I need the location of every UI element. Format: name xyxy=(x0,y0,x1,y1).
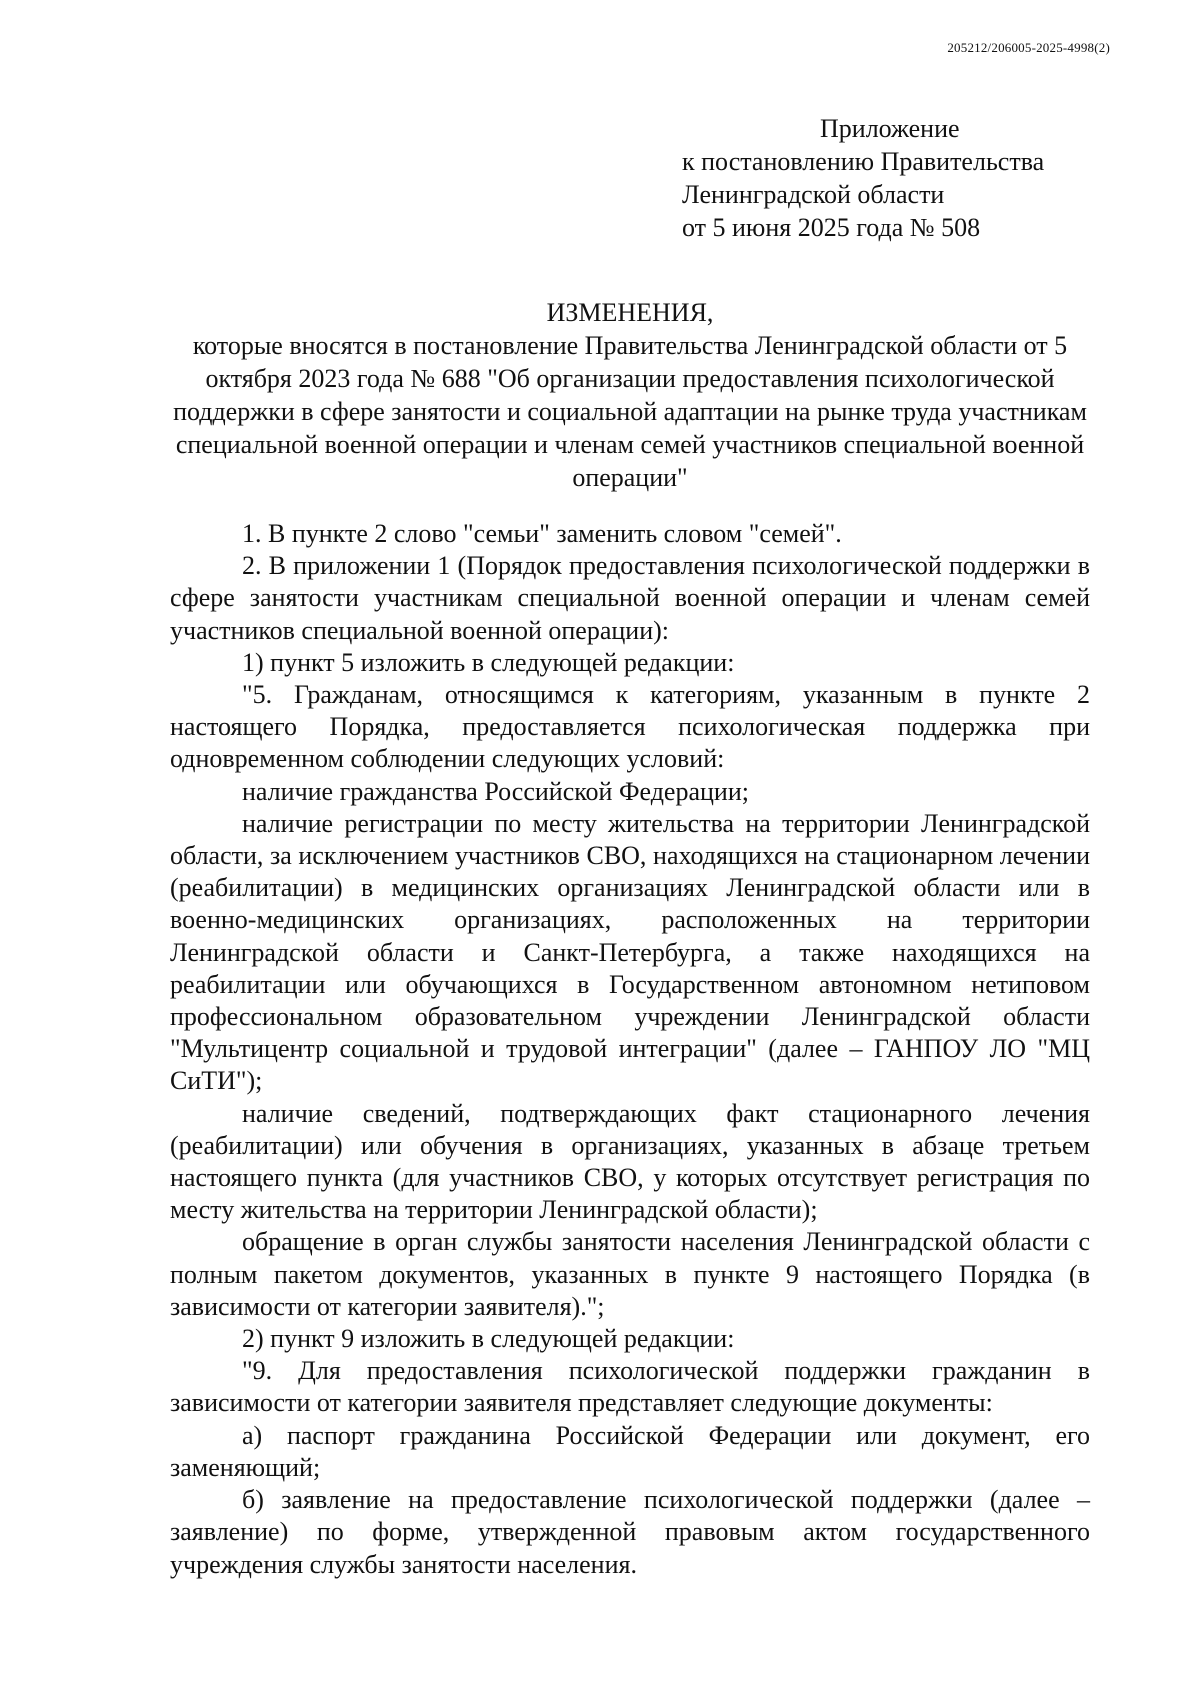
paragraph: 2) пункт 9 изложить в следующей редакции: xyxy=(242,1324,735,1354)
paragraph: 2. В приложении 1 (Порядок предоставления психологической поддержки в сфере занятости участникам специальной военной операции и членам семей участников специальной военной операции): xyxy=(170,551,1090,645)
appendix-block xyxy=(682,112,1044,244)
document-id: 205212/206005-2025-4998(2) xyxy=(947,40,1110,55)
paragraph: 1. В пункте 2 слово "семьи" заменить словом "семей". xyxy=(242,519,842,548)
paragraph: обращение в орган службы занятости населения Ленинградской области с полным пакетом документов, указанных в пункте 9 настоящего Порядка (в зависимости от категории заявителя)."; xyxy=(170,1227,1090,1321)
heading-title: ИЗМЕНЕНИЯ, xyxy=(546,298,714,327)
document-body xyxy=(170,518,1090,1581)
paragraph: б) заявление на предоставление психологической поддержки (далее – заявление) по форме, утвержденной правовым актом государственного учреждения службы занятости населения. xyxy=(170,1485,1090,1579)
appendix-resolution: к постановлению Правительства xyxy=(682,147,1045,176)
paragraph: "5. Гражданам, относящимся к категориям, указанным в пункте 2 настоящего Порядка, предоставляется психологическая поддержка при одновременном соблюдении следующих условий: xyxy=(170,680,1090,774)
paragraph: 1) пункт 5 изложить в следующей редакции: xyxy=(242,647,735,677)
paragraph: наличие сведений, подтверждающих факт стационарного лечения (реабилитации) или обучения в организациях, указанных в абзаце третьем настоящего пункта (для участников СВО, у которых отсутствует регистрация по месту жительства на территории Ленинградской области); xyxy=(170,1098,1090,1225)
appendix-title: Приложение xyxy=(820,114,960,143)
paragraph: наличие гражданства Российской Федерации; xyxy=(242,776,749,806)
paragraph: а) паспорт гражданина Российской Федерации или документ, его заменяющий; xyxy=(170,1420,1090,1482)
heading-subtitle: которые вносятся в постановление Правительства Ленинградской области от 5 октября 2023 года № 688 "Об организации предоставления психологической поддержки в сфере занятости и социальной адаптации на рынке труда участникам специальной военной операции и членам семей участников специальной военной операции" xyxy=(173,331,1087,492)
appendix-region: Ленинградской области xyxy=(682,180,945,209)
paragraph: "9. Для предоставления психологической поддержки гражданин в зависимости от категории заявителя представляет следующие документы: xyxy=(170,1356,1090,1418)
appendix-date: от 5 июня 2025 года № 508 xyxy=(682,213,981,242)
paragraph: наличие регистрации по месту жительства на территории Ленинградской области, за исключением участников СВО, находящихся на стационарном лечении (реабилитации) в медицинских организациях Ленинградской области или в военно-медицинских организациях, расположенных на территории Ленинградской области и Санкт-Петербурга, а также находящихся на реабилитации или обучающихся в Государственном автономном нетиповом профессиональном образовательном учреждении Ленинградской области "Мультицентр социальной и трудовой интеграции" (далее – ГАНПОУ ЛО "МЦ СиТИ"); xyxy=(170,808,1090,1096)
document-heading xyxy=(150,296,1110,494)
